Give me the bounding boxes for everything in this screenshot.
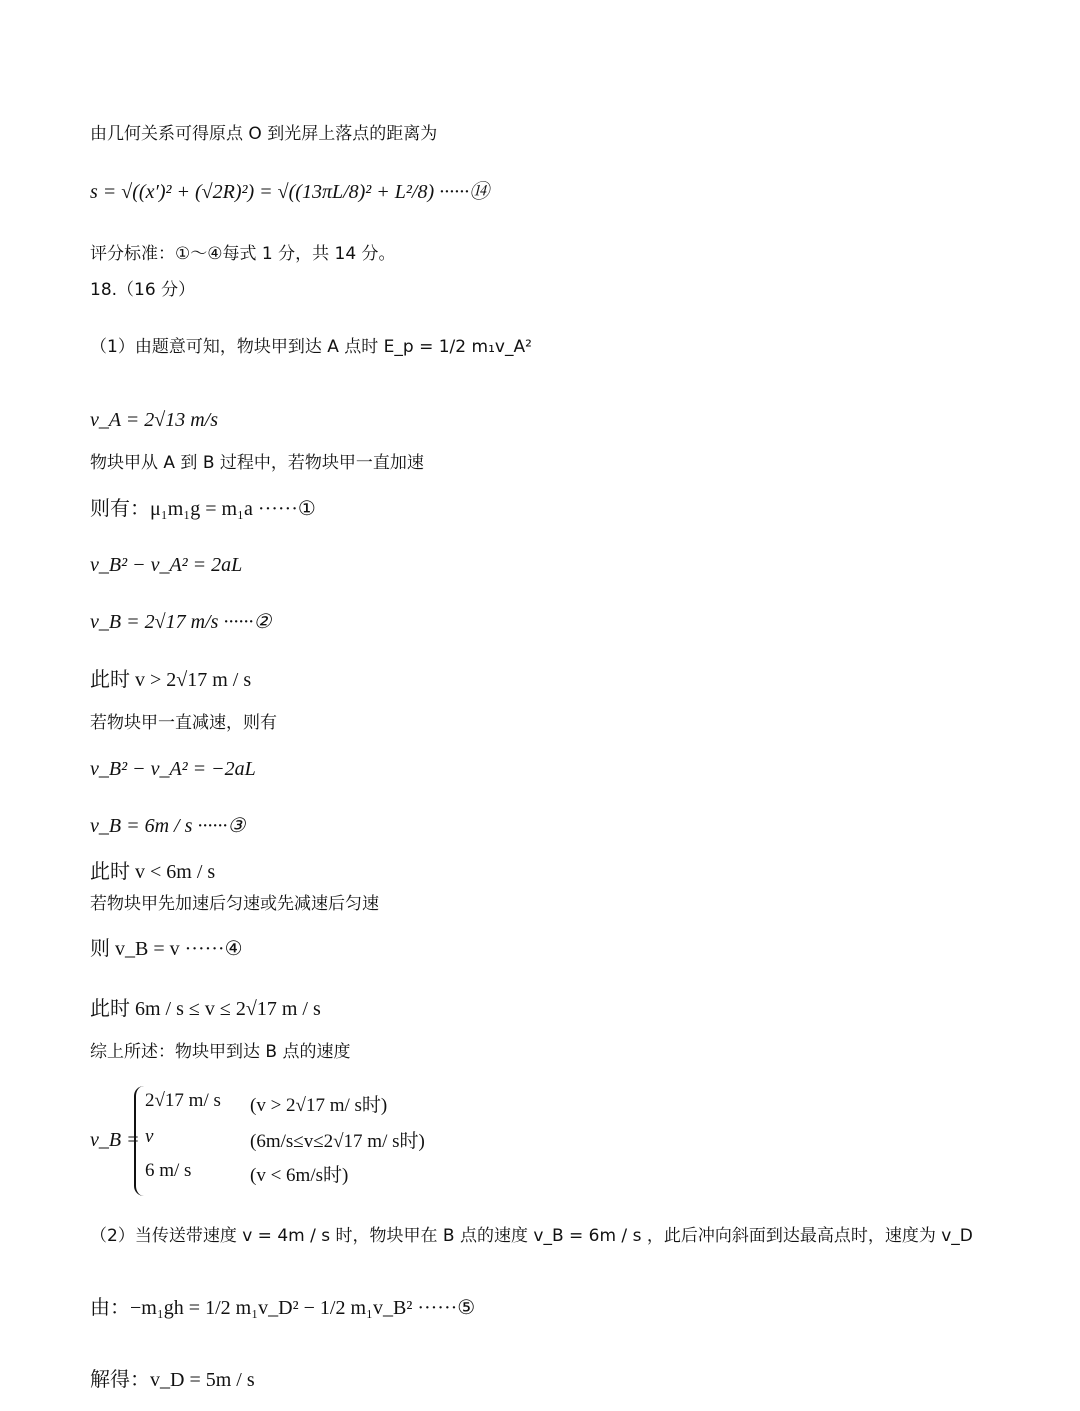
case-lhs: v_B = — [90, 1129, 140, 1151]
question-heading: 18.（16 分） — [90, 280, 196, 300]
formula-line: v_B² − v_A² = 2aL — [90, 554, 243, 576]
text-line: 若物块甲一直减速，则有 — [90, 713, 277, 733]
formula-line: 此时 v < 6m / s — [90, 861, 216, 883]
text-line: 物块甲从 A 到 B 过程中，若物块甲一直加速 — [90, 453, 424, 473]
case-value: 6 m/ s — [145, 1160, 192, 1181]
text-line: （2）当传送带速度 v = 4m / s 时，物块甲在 B 点的速度 v_B = 6m / s ，此后冲向斜面到达最高点时，速度为 v_D — [90, 1226, 973, 1246]
case-value: 2√17 m/ s — [145, 1090, 221, 1111]
formula-line: 由：−m₁gh = 1/2 m₁v_D² − 1/2 m₁v_B² ······⑤ — [90, 1297, 476, 1319]
text-line: 综上所述：物块甲到达 B 点的速度 — [90, 1042, 351, 1062]
formula-line: 此时 6m / s ≤ v ≤ 2√17 m / s — [90, 998, 321, 1020]
formula-line: v_B = 6m / s ······③ — [90, 815, 246, 837]
case-value: v — [145, 1126, 154, 1147]
formula-line: 则有：μ₁m₁g = m₁a ······① — [90, 498, 316, 520]
formula-line: s = √((x′)² + (√2R)²) = √((13πL/8)² + L²/8) ······⑭ — [90, 181, 490, 203]
text-line: （1）由题意可知，物块甲到达 A 点时 E_p = 1/2 m₁v_A² — [90, 337, 532, 357]
formula-line: 则 v_B = v ······④ — [90, 938, 243, 960]
formula-line: v_A = 2√13 m/s — [90, 409, 218, 431]
case-condition: (v < 6m/s时) — [250, 1165, 349, 1186]
case-condition: (v > 2√17 m/ s时) — [250, 1095, 388, 1116]
case-condition: (6m/s≤v≤2√17 m/ s时) — [250, 1131, 425, 1152]
scoring-note: 评分标准：①～④每式 1 分，共 14 分。 — [90, 244, 396, 264]
formula-line: v_B = 2√17 m/s ······② — [90, 611, 272, 633]
formula-line: 解得：v_D = 5m / s — [90, 1369, 255, 1391]
formula-line: 此时 v > 2√17 m / s — [90, 669, 252, 691]
text-line: 若物块甲先加速后匀速或先减速后匀速 — [90, 894, 379, 914]
text-line: 由几何关系可得原点 O 到光屏上落点的距离为 — [90, 124, 438, 144]
formula-line: v_B² − v_A² = −2aL — [90, 758, 256, 780]
